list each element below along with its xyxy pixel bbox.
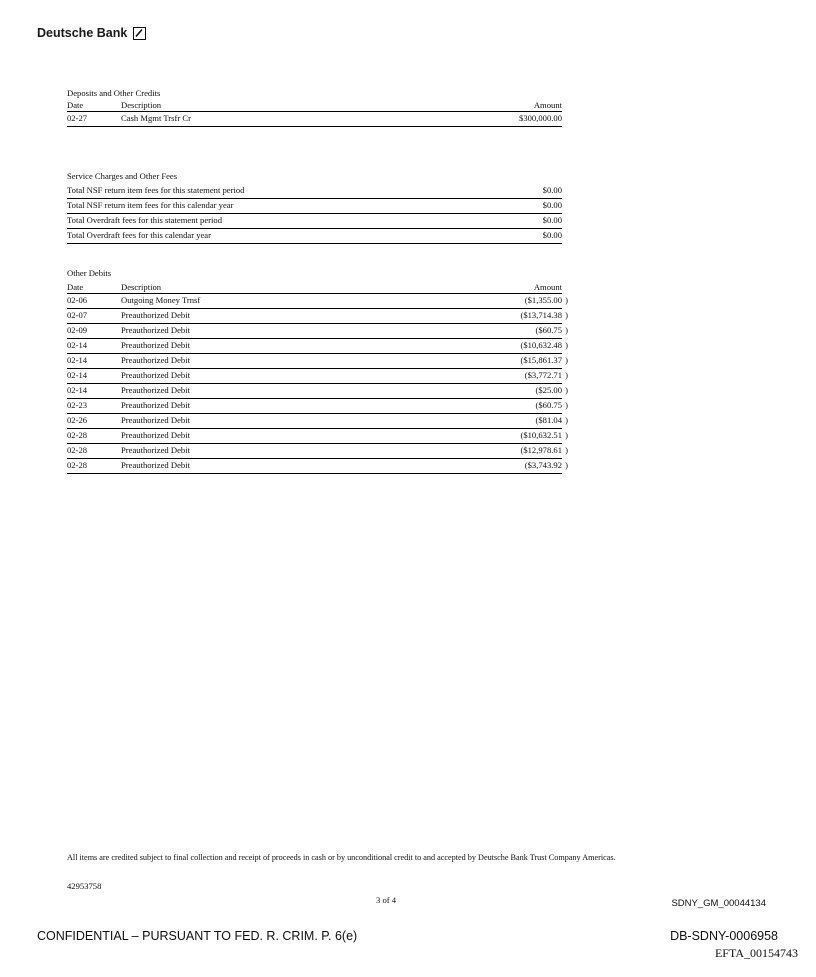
debits-header-date: Date [67,282,84,292]
confidential-notice: CONFIDENTIAL – PURSUANT TO FED. R. CRIM. P. 6(e) [37,929,358,943]
debit-amount: ($13,714.38 [520,310,562,320]
debit-description: Preauthorized Debit [121,370,190,380]
debits-title: Other Debits [67,268,112,278]
debit-date: 02-07 [67,310,88,320]
table-row [67,309,568,324]
debit-description: Preauthorized Debit [121,325,190,335]
debit-amount: ($10,632.51 [520,430,562,440]
page-number: 3 of 4 [376,895,397,905]
debit-date: 02-23 [67,400,88,410]
debit-description: Preauthorized Debit [121,400,190,410]
debit-amount-close: ) [565,325,568,335]
table-row [67,112,562,127]
footer-notice: All items are credited subject to final collection and receipt of proceeds in cash or by unconditional credit to and accepted by Deutsche Bank Trust Company Americas. [67,853,616,862]
debit-amount-close: ) [565,385,568,395]
table-row [67,399,568,414]
debit-description: Preauthorized Debit [121,340,190,350]
debit-description: Preauthorized Debit [121,445,190,455]
debit-amount-close: ) [565,430,568,440]
table-row [67,459,568,474]
debits-header-row [67,282,562,294]
debit-date: 02-26 [67,415,88,425]
table-row [67,414,568,429]
debit-description: Preauthorized Debit [121,385,190,395]
debit-amount: ($3,772.71 [524,370,562,380]
debit-date: 02-28 [67,445,88,455]
fee-label: Total Overdraft fees for this calendar year [67,230,211,240]
deposits-header-amount: Amount [533,100,562,110]
bates-sdny-gm: SDNY_GM_00044134 [671,898,766,909]
table-row [67,369,568,384]
deposits-header-description: Description [121,100,162,110]
fees-table [67,184,562,244]
debit-description: Preauthorized Debit [121,310,190,320]
fee-amount: $0.00 [542,215,562,225]
debit-amount-close: ) [565,310,568,320]
bates-db: DB-SDNY-0006958 [670,929,778,943]
table-row [67,384,568,399]
deposits-table [67,100,562,127]
debit-date: 02-14 [67,370,88,380]
table-row [67,229,562,244]
fee-label: Total NSF return item fees for this calendar year [67,200,234,210]
debit-amount-close: ) [565,415,568,425]
debit-amount-close: ) [565,400,568,410]
debit-date: 02-28 [67,460,88,470]
table-row [67,214,562,229]
debit-amount-close: ) [565,295,568,305]
debit-amount-close: ) [565,340,568,350]
debit-amount: ($12,978.61 [520,445,562,455]
table-row [67,294,568,309]
deutsche-bank-logo-icon [133,27,146,40]
debit-amount: ($1,355.00 [524,295,562,305]
debit-description: Preauthorized Debit [121,460,190,470]
table-row [67,199,562,214]
table-row [67,184,562,199]
debit-amount-close: ) [565,370,568,380]
table-row [67,444,568,459]
fee-label: Total NSF return item fees for this statement period [67,185,245,195]
deposits-header-row [67,100,562,112]
debit-amount-close: ) [565,355,568,365]
debit-description: Preauthorized Debit [121,355,190,365]
debits-table [67,282,568,474]
debit-date: 02-06 [67,295,88,305]
debit-amount: ($10,632.48 [520,340,562,350]
debit-date: 02-09 [67,325,88,335]
fees-title: Service Charges and Other Fees [67,171,178,181]
deposit-date: 02-27 [67,113,88,123]
debit-amount-close: ) [565,460,568,470]
table-row [67,339,568,354]
fee-amount: $0.00 [542,230,562,240]
debits-rows [67,294,568,474]
debit-description: Preauthorized Debit [121,430,190,440]
deposits-header-date: Date [67,100,84,110]
debit-date: 02-28 [67,430,88,440]
debit-amount: ($60.75 [535,325,562,335]
debit-date: 02-14 [67,355,88,365]
debit-amount: ($3,743.92 [524,460,562,470]
debit-amount: ($60.75 [535,400,562,410]
table-row [67,324,568,339]
fee-label: Total Overdraft fees for this statement period [67,215,222,225]
deposit-description: Cash Mgmt Trsfr Cr [121,113,191,123]
brand-name: Deutsche Bank [37,26,128,40]
debits-header-amount: Amount [533,282,562,292]
fee-amount: $0.00 [542,185,562,195]
bates-efta: EFTA_00154743 [714,946,798,960]
debits-header-description: Description [121,282,162,292]
account-reference: 42953758 [67,881,102,891]
debit-amount: ($15,861.37 [520,355,562,365]
debit-amount-close: ) [565,445,568,455]
debit-description: Preauthorized Debit [121,415,190,425]
deposit-amount: $300,000.00 [519,113,562,123]
debit-date: 02-14 [67,385,88,395]
fee-amount: $0.00 [542,200,562,210]
debit-amount: ($81.04 [535,415,562,425]
table-row [67,429,568,444]
brand-header [37,26,146,40]
table-row [67,354,568,369]
debit-date: 02-14 [67,340,88,350]
debit-amount: ($25.00 [535,385,562,395]
debit-description: Outgoing Money Trnsf [121,295,201,305]
deposits-title: Deposits and Other Credits [67,88,161,98]
